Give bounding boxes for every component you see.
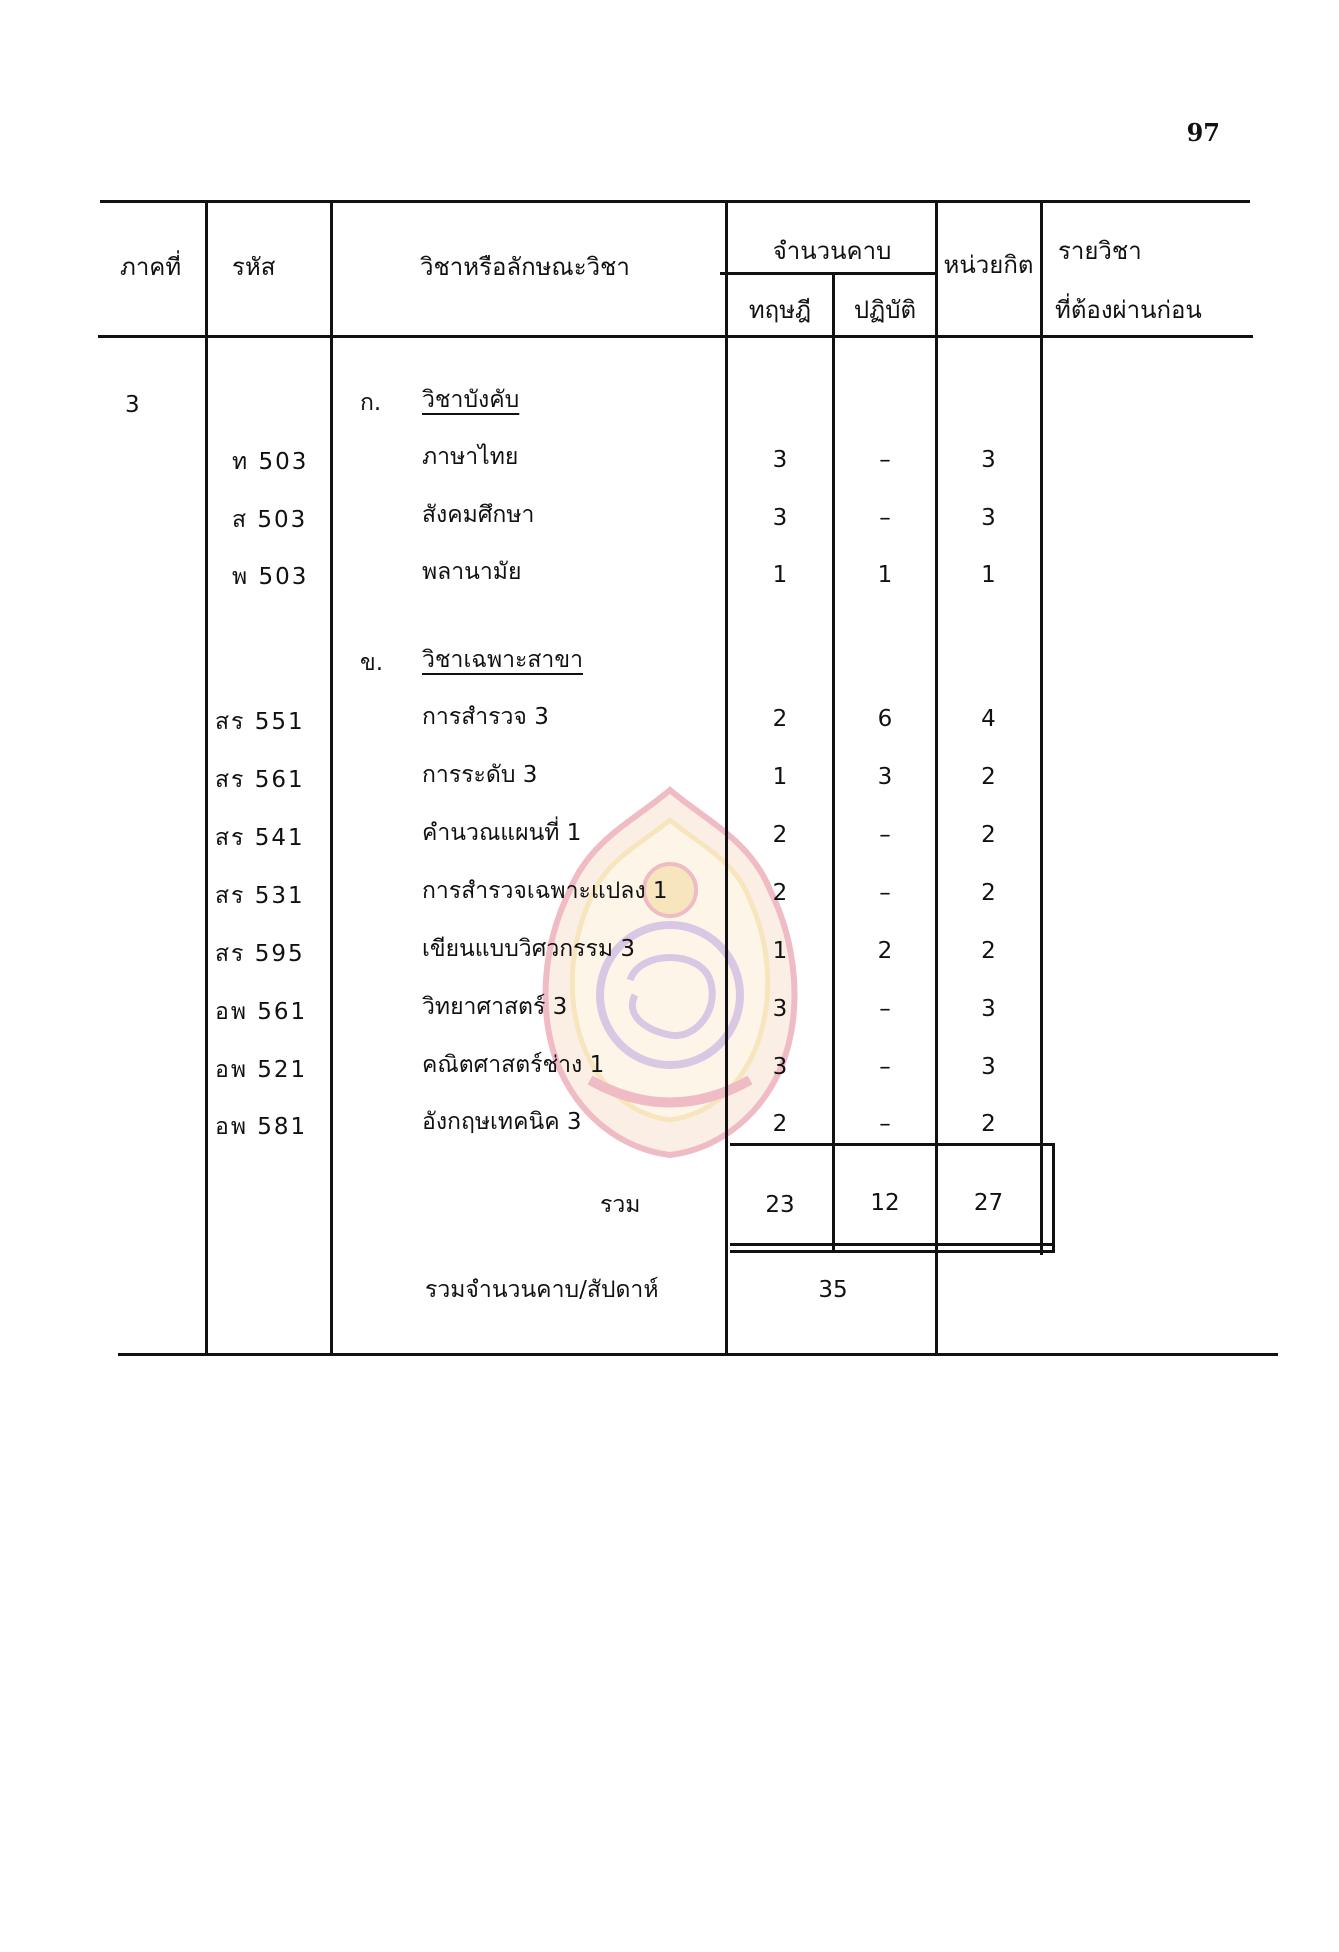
header-bottom-rule: [98, 335, 1253, 338]
total-double-rule-b: [730, 1250, 1055, 1253]
row-credits: 2: [981, 1111, 996, 1137]
row-practice: –: [879, 505, 891, 531]
row-theory: 1: [772, 764, 788, 790]
row-code: สร 541: [215, 825, 305, 851]
row-credits: 2: [981, 938, 996, 964]
header-practice: ปฏิบัติ: [853, 296, 917, 324]
row-code: พ 503: [232, 564, 309, 590]
row-subject: คำนวณแผนที่ 1: [422, 820, 582, 846]
row-code: อพ 521: [215, 1057, 308, 1083]
row-theory: 3: [772, 1054, 788, 1080]
header-periods: จำนวนคาบ: [772, 237, 892, 265]
total-double-rule-a: [730, 1243, 1055, 1246]
row-theory: 3: [772, 447, 788, 473]
row-practice: 3: [877, 764, 893, 790]
row-credits: 4: [981, 706, 996, 732]
row-subject: เขียนแบบวิศวกรรม 3: [422, 936, 635, 962]
section-title: วิชาบังคับ: [422, 387, 520, 413]
header-prerequisite-line1: รายวิชา: [1058, 237, 1142, 265]
row-credits: 3: [981, 447, 996, 473]
row-code: สร 595: [215, 941, 305, 967]
table-top-rule: [100, 200, 1250, 203]
row-credits: 3: [981, 996, 996, 1022]
row-subject: การสำรวจเฉพาะแปลง 1: [422, 878, 668, 904]
total-practice: 12: [870, 1190, 900, 1216]
row-subject: สังคมศึกษา: [422, 502, 535, 528]
row-theory: 1: [772, 938, 788, 964]
header-subject: วิชาหรือลักษณะวิชา: [420, 253, 630, 281]
row-practice: 6: [877, 706, 893, 732]
row-subject: อังกฤษเทคนิค 3: [422, 1109, 582, 1135]
header-prerequisite-line2: ที่ต้องผ่านก่อน: [1055, 296, 1202, 324]
row-code: ส 503: [232, 507, 308, 533]
row-subject: พลานามัย: [422, 559, 522, 585]
row-code: อพ 561: [215, 999, 308, 1025]
row-credits: 2: [981, 764, 996, 790]
row-theory: 2: [772, 822, 788, 848]
weekly-total-value: 35: [818, 1277, 848, 1303]
row-code: สร 551: [215, 709, 305, 735]
section-marker: ก.: [360, 390, 382, 416]
total-box-top-rule: [730, 1143, 1055, 1146]
row-practice: 1: [877, 562, 893, 588]
row-credits: 3: [981, 505, 996, 531]
row-code: อพ 581: [215, 1114, 308, 1140]
row-theory: 3: [772, 505, 788, 531]
total-theory: 23: [765, 1192, 795, 1218]
row-practice: –: [879, 447, 891, 473]
section-title: วิชาเฉพาะสาขา: [422, 647, 583, 673]
row-practice: –: [879, 996, 891, 1022]
table-bottom-rule: [118, 1353, 1278, 1356]
row-theory: 2: [772, 1111, 788, 1137]
total-box-right-rule: [1052, 1143, 1055, 1253]
row-theory: 2: [772, 706, 788, 732]
row-subject: ภาษาไทย: [422, 444, 519, 470]
row-credits: 1: [981, 562, 996, 588]
page-number: 97: [1186, 118, 1220, 147]
row-credits: 2: [981, 880, 996, 906]
row-theory: 3: [772, 996, 788, 1022]
row-theory: 2: [772, 880, 788, 906]
semester-value: 3: [125, 392, 140, 418]
row-subject: การสำรวจ 3: [422, 704, 549, 730]
row-subject: การระดับ 3: [422, 762, 538, 788]
row-subject: คณิตศาสตร์ช่าง 1: [422, 1052, 605, 1078]
row-credits: 3: [981, 1054, 996, 1080]
row-practice: –: [879, 1111, 891, 1137]
header-code: รหัส: [232, 253, 276, 281]
col-divider-code: [330, 200, 333, 1355]
weekly-total-label: รวมจำนวนคาบ/สัปดาห์: [425, 1277, 659, 1303]
row-practice: 2: [877, 938, 893, 964]
total-label: รวม: [600, 1192, 641, 1218]
col-divider-credits: [1040, 200, 1043, 1255]
header-semester: ภาคที่: [120, 253, 182, 281]
total-credits: 27: [973, 1190, 1004, 1216]
row-code: ท 503: [232, 449, 309, 475]
row-practice: –: [879, 1054, 891, 1080]
row-practice: –: [879, 822, 891, 848]
row-practice: –: [879, 880, 891, 906]
row-code: สร 561: [215, 767, 305, 793]
row-theory: 1: [772, 562, 788, 588]
row-credits: 2: [981, 822, 996, 848]
row-code: สร 531: [215, 883, 305, 909]
row-subject: วิทยาศาสตร์ 3: [422, 994, 568, 1020]
header-theory: ทฤษฎี: [748, 296, 812, 324]
col-divider-semester: [205, 200, 208, 1355]
header-credits: หน่วยกิต: [943, 251, 1034, 279]
section-marker: ข.: [360, 650, 384, 676]
subheader-rule: [720, 272, 935, 275]
